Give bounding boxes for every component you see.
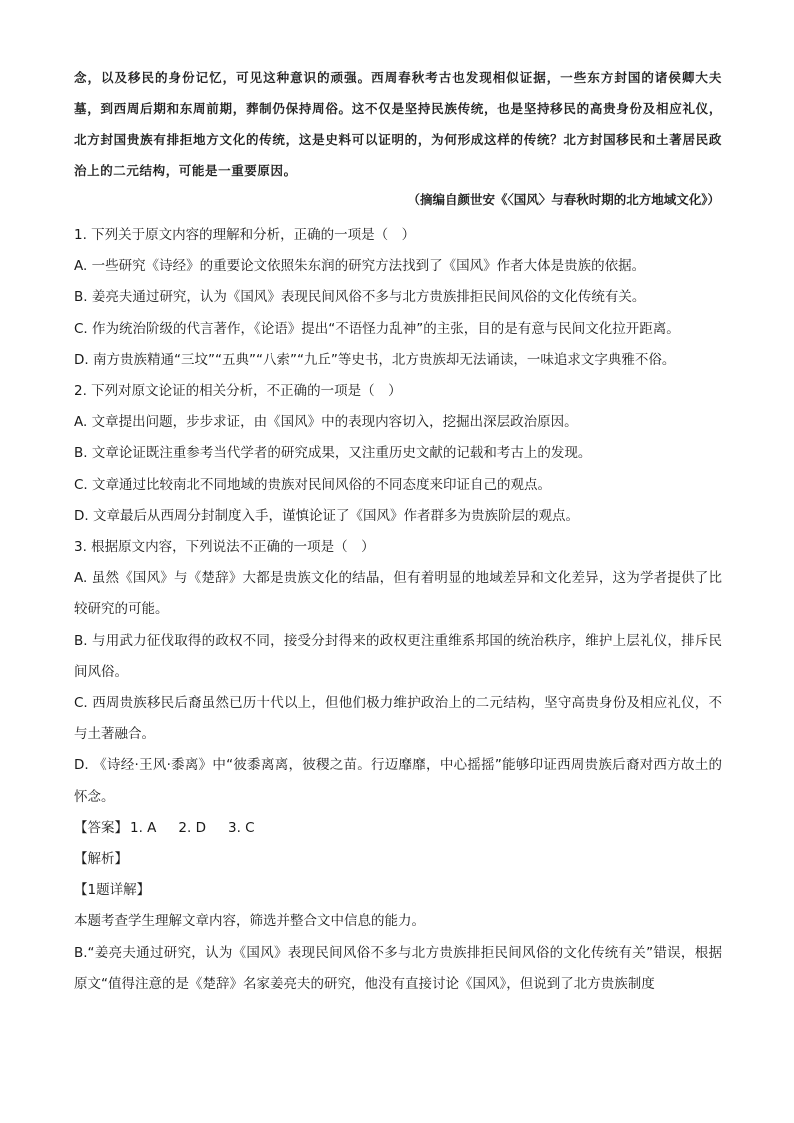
question-2-option-d: D. 文章最后从西周分封制度入手，谨慎论证了《国风》作者群多为贵族阶层的观点。 (74, 507, 579, 524)
answer-line (74, 813, 722, 844)
answer-item-3: 3. C (228, 819, 255, 836)
question-2-option-b: B. 文章论证既注重参考当代学者的研究成果，又注重历史文献的记载和考古上的发现。 (74, 445, 592, 462)
analysis-label: 【解析】 (74, 851, 128, 868)
question-2-option-c: C. 文章通过比较南北不同地域的贵族对民间风俗的不同态度来印证自己的观点。 (74, 476, 552, 493)
answer-label: 【答案】 (74, 819, 128, 836)
question-2-stem: 2. 下列对原文论证的相关分析，不正确的一项是（ ） (74, 383, 402, 400)
question-3-option-d: D. 《诗经·王风·黍离》中“彼黍离离，彼稷之苗。行迈靡靡，中心摇摇”能够印证西周贵族后裔对西方故土的怀念。 (74, 757, 722, 805)
question-1-option-b: B. 姜亮夫通过研究，认为《国风》表现民间风俗不多与北方贵族排拒民间风俗的文化传统有关。 (74, 289, 646, 306)
analysis-intro: 本题考查学生理解文章内容，筛选并整合文中信息的能力。 (74, 913, 425, 930)
question-1-option-d: D. 南方贵族精通“三坟”“五典”“八索”“九丘”等史书，北方贵族却无法诵读，一味追求文字典雅不俗。 (74, 351, 676, 368)
passage-source: （摘编自颜世安《〈国风〉与春秋时期的北方地域文化》） (407, 192, 720, 207)
passage-paragraph: 念，以及移民的身份记忆，可见这种意识的顽强。西周春秋考古也发现相似证据，一些东方封国的诸侯卿大夫墓，到西周后期和东周前期，葬制仍保持周俗。这不仅是坚持民族传统，也是坚持移民的高贵身份及相应礼仪，北方封国贵族有排拒地方文化的传统，这是史料可以证明的，为何形成这样的传统？北方封国移民和土著居民政治上的二元结构，可能是一重要原因。 (74, 70, 722, 178)
answer-item-1: 1. A (130, 819, 157, 836)
passage-excerpt (74, 62, 722, 186)
question-1-option-c: C. 作为统治阶级的代言著作，《论语》提出“不语怪力乱神”的主张，目的是有意与民间文化拉开距离。 (74, 320, 680, 337)
question-section (74, 220, 722, 1000)
question-3-option-c: C. 西周贵族移民后裔虽然已历十代以上，但他们极力维护政治上的二元结构，坚守高贵身份及相应礼仪，不与土著融合。 (74, 695, 722, 743)
question-3-stem: 3. 根据原文内容，下列说法不正确的一项是（ ） (74, 539, 375, 556)
analysis-text: B.“姜亮夫通过研究，认为《国风》表现民间风俗不多与北方贵族排拒民间风俗的文化传统有关”错误，根据原文“值得注意的是《楚辞》名家姜亮夫的研究，他没有直接讨论《国风》，但说到了北方贵族制度 (74, 944, 722, 992)
question-2-option-a: A. 文章提出问题，步步求证，由《国风》中的表现内容切入，挖掘出深层政治原因。 (74, 414, 578, 431)
answer-item-2: 2. D (178, 819, 206, 836)
question-3-option-b: B. 与用武力征伐取得的政权不同，接受分封得来的政权更注重维系邦国的统治秩序，维护上层礼仪，排斥民间风俗。 (74, 632, 722, 680)
analysis-sub-label: 【1题详解】 (74, 882, 151, 899)
question-1-stem: 1. 下列关于原文内容的理解和分析，正确的一项是（ ） (74, 227, 416, 243)
question-3-option-a: A. 虽然《国风》与《楚辞》大都是贵族文化的结晶，但有着明显的地域差异和文化差异，这为学者提供了比较研究的可能。 (74, 570, 722, 618)
question-1-option-a: A. 一些研究《诗经》的重要论文依照朱东润的研究方法找到了《国风》作者大体是贵族的依据。 (74, 258, 646, 275)
